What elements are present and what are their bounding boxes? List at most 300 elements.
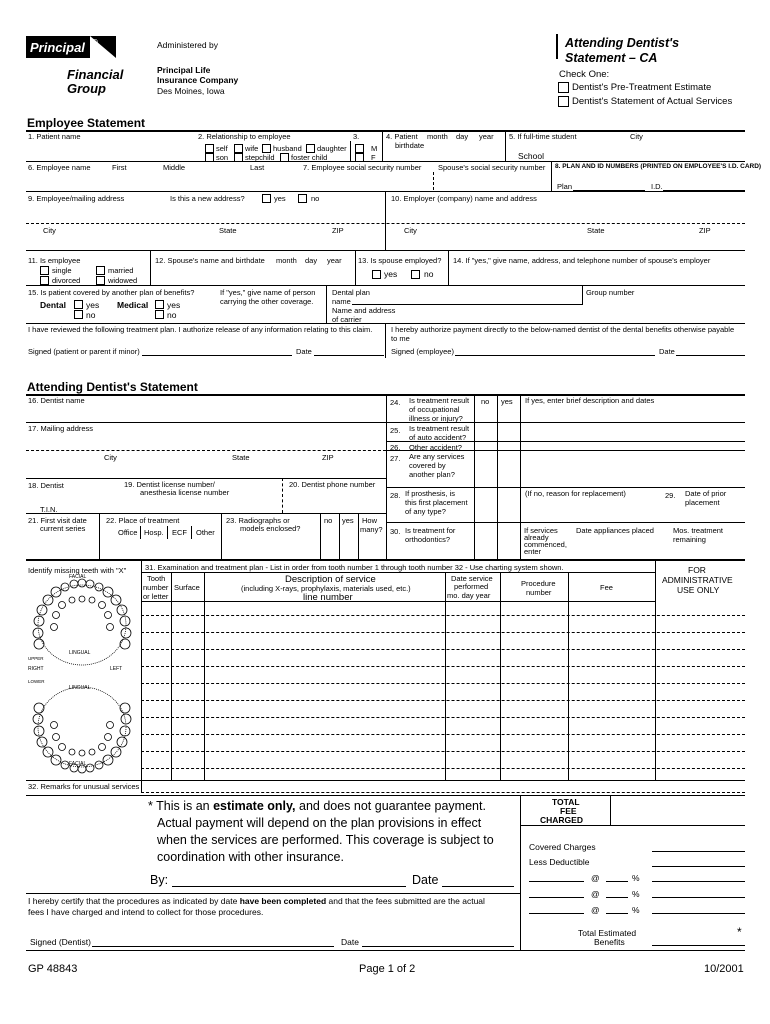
divider	[26, 422, 386, 423]
rel-self-checkbox[interactable]	[205, 144, 214, 153]
patient-name-label: 1. Patient name	[28, 132, 81, 141]
how-many-label: How	[362, 516, 378, 525]
actual-services-label: Dentist's Statement of Actual Services	[572, 96, 733, 107]
divider	[26, 223, 745, 224]
dentist-zip-label: ZIP	[322, 453, 334, 462]
divider	[141, 559, 142, 792]
first-label: First	[112, 163, 127, 172]
month-label: month	[427, 132, 448, 141]
radiographs-yes: yes	[342, 516, 354, 525]
new-address-no-checkbox[interactable]	[298, 194, 307, 203]
divider	[448, 250, 449, 285]
divider	[500, 572, 501, 780]
rel-wife-label: wife	[245, 144, 259, 153]
covered-charges-label: Covered Charges	[529, 842, 596, 852]
if-yes-label-2: carrying the other coverage.	[220, 297, 314, 306]
single-label: single	[52, 266, 72, 275]
actual-services-checkbox[interactable]	[558, 96, 569, 107]
amount-line-3[interactable]	[652, 913, 745, 914]
commenced-label-4: enter	[524, 547, 542, 556]
yes-label: yes	[274, 194, 286, 203]
lingual-label-bottom: LINGUAL	[69, 685, 91, 691]
at-label-2: @	[591, 889, 600, 899]
no-label: no	[86, 310, 96, 320]
dentist-state-label: State	[232, 453, 250, 462]
pre-treatment-label: Dentist's Pre-Treatment Estimate	[572, 82, 712, 93]
rel-foster-label: foster child	[291, 153, 328, 162]
divider	[505, 130, 506, 161]
divider	[497, 394, 498, 559]
yes-label: yes	[167, 300, 181, 310]
divider	[655, 559, 656, 780]
pct-line-3[interactable]	[606, 913, 628, 914]
admin-city: Des Moines, Iowa	[157, 86, 225, 96]
dentist-city-label: City	[104, 453, 117, 462]
treatment-plan-label: 31. Examination and treatment plan - List in order from tooth number 1 through tooth number 32 - Use charting system shown.	[145, 563, 564, 572]
divider	[26, 513, 386, 514]
new-address-label: Is this a new address?	[170, 194, 245, 203]
rel-husband-checkbox[interactable]	[262, 144, 271, 153]
left-label: LEFT	[110, 666, 123, 672]
certify-line-1	[28, 897, 485, 906]
middle-label: Middle	[163, 163, 186, 172]
dental-plan-label-2: name	[332, 297, 351, 306]
carrier-label: Name and address	[332, 306, 396, 315]
procedure-header: Procedure	[521, 579, 556, 588]
rel-son-label: son	[216, 153, 229, 162]
mailing-address-label: 17. Mailing address	[28, 424, 94, 433]
divider	[551, 161, 552, 191]
rel-daughter-label: daughter	[317, 144, 347, 153]
table-row[interactable]	[141, 666, 745, 667]
no-label: no	[167, 310, 177, 320]
divider	[520, 825, 745, 826]
tooth-header-3: or letter	[143, 592, 169, 601]
spouse-employed-yes-checkbox[interactable]	[372, 270, 381, 279]
payment-authorization: I hereby authorize payment directly to the below-named dentist of the dental benefits otherwise payable	[391, 325, 735, 334]
table-row[interactable]	[141, 768, 745, 769]
divider	[26, 559, 745, 561]
divider	[221, 513, 222, 559]
divider	[26, 250, 745, 251]
divider	[26, 893, 520, 894]
table-row[interactable]	[141, 649, 745, 650]
employer-zip-label: ZIP	[699, 226, 711, 235]
license-label-2: anesthesia license number	[140, 488, 230, 497]
by-signature-line[interactable]	[172, 886, 406, 887]
first-visit-label-2: current series	[40, 524, 86, 533]
less-deductible-line[interactable]	[652, 866, 745, 867]
less-deductible-label: Less Deductible	[529, 857, 590, 867]
logo-group: Group	[67, 81, 106, 96]
q25-label-2: of auto accident?	[409, 433, 467, 442]
divider	[385, 323, 386, 358]
divider	[352, 304, 582, 305]
mailing-address-label: 9. Employee/mailing address	[28, 194, 125, 203]
divider	[445, 572, 446, 780]
asterisk: *	[737, 925, 742, 939]
total-estimated-line[interactable]	[652, 945, 745, 946]
employee-signature-line[interactable]	[455, 355, 655, 356]
student-label: 5. If full-time student	[509, 132, 577, 141]
logo-principal: Principal	[30, 40, 85, 55]
employer-state-label: State	[587, 226, 605, 235]
other-label: Other	[196, 528, 215, 537]
divider	[474, 394, 475, 559]
description-header-2: (including X-rays, prophylaxis, materials used, etc.)	[241, 584, 411, 593]
other-coverage-label: 15. Is patient covered by another plan of benefits?	[28, 288, 195, 297]
logo-reg: ®	[92, 38, 98, 47]
estimate-line-2: Actual payment will depend on the plan provisions in effect	[157, 816, 482, 830]
divorced-checkbox[interactable]	[40, 276, 49, 285]
patient-date-line[interactable]	[314, 355, 384, 356]
medical-yes-checkbox[interactable]	[155, 300, 164, 309]
table-row[interactable]	[141, 751, 745, 752]
brief-description-label: If yes, enter brief description and dates	[525, 396, 655, 405]
q28-num: 28.	[390, 491, 401, 500]
estimate-line-3: when the services are performed. This coverage is subject to	[157, 833, 494, 847]
divider	[358, 513, 359, 559]
q25-label: Is treatment result	[409, 424, 470, 433]
dental-plan-label: Dental plan	[332, 288, 370, 297]
admin-use-header: FOR	[688, 565, 706, 575]
spouse-employed-label: 13. Is spouse employed?	[358, 256, 442, 265]
divider	[204, 572, 205, 780]
divider	[382, 130, 383, 161]
rel-husband-label: husband	[273, 144, 302, 153]
q26-label: Other accident?	[409, 443, 462, 452]
spouse-day-label: day	[305, 256, 318, 265]
payment-authorization-2: to me	[391, 334, 410, 343]
if-yes-label: If "yes," give name of person	[220, 288, 316, 297]
city-label: City	[43, 226, 56, 235]
carrier-label-2: of carrier	[332, 315, 362, 324]
months-remaining-label-2: remaining	[673, 535, 706, 544]
rate-line-2[interactable]	[529, 897, 584, 898]
pct-line-1[interactable]	[606, 881, 628, 882]
total-estimated-label: Total Estimated	[578, 928, 637, 938]
table-row[interactable]	[141, 615, 745, 616]
dental-no-checkbox[interactable]	[74, 310, 83, 319]
total-fee-label-3: CHARGED	[540, 815, 583, 825]
divider	[26, 795, 745, 796]
sex-m-label: M	[371, 144, 378, 153]
admin-name1: Principal Life	[157, 65, 211, 75]
pct-label-3: %	[632, 905, 640, 915]
tooth-chart-title: Identify missing teeth with "X"	[28, 566, 127, 575]
divider	[320, 513, 321, 559]
q30-num: 30.	[390, 527, 401, 536]
estimate-date-label: Date	[412, 873, 439, 887]
divider	[386, 522, 745, 523]
divider	[26, 478, 386, 479]
tin-label: T.I.N.	[40, 505, 58, 514]
divider	[171, 572, 172, 780]
q27-label: Are any services	[409, 452, 465, 461]
rel-stepchild-label: stepchild	[245, 153, 275, 162]
divider	[386, 422, 520, 423]
amount-line-2[interactable]	[652, 897, 745, 898]
group-number-label: Group number	[586, 288, 635, 297]
zip-label: ZIP	[332, 226, 344, 235]
divider	[582, 285, 583, 305]
administered-by: Administered by	[157, 40, 218, 50]
tooth-header: Tooth	[147, 574, 166, 583]
yes-label: yes	[384, 269, 398, 279]
birthdate-label-2: birthdate	[395, 141, 425, 150]
first-visit-label: 21. First visit date	[28, 516, 87, 525]
radiographs-no: no	[324, 516, 333, 525]
divider	[386, 441, 520, 442]
surface-header: Surface	[174, 583, 200, 592]
logo-financial: Financial	[67, 67, 124, 82]
q24-num: 24.	[390, 398, 401, 407]
table-row[interactable]	[141, 632, 745, 633]
divorced-label: divorced	[52, 276, 81, 285]
rate-line-1[interactable]	[529, 881, 584, 882]
rel-wife-checkbox[interactable]	[234, 144, 243, 153]
divider	[350, 141, 351, 162]
divider	[610, 795, 611, 825]
date-service-header-2: performed	[454, 582, 489, 591]
dental-yes-checkbox[interactable]	[74, 300, 83, 309]
plan-id-label: 8. PLAN AND ID NUMBERS (PRINTED ON EMPLOYEE'S I.D. CARD)	[555, 163, 762, 170]
signed-patient-label: Signed (patient or parent if minor)	[28, 347, 140, 356]
description-header: Description of service	[285, 574, 376, 585]
married-label: married	[108, 266, 134, 275]
form-title-1: Attending Dentist's	[565, 36, 680, 50]
hosp-label: Hosp.	[144, 528, 164, 537]
divider	[26, 950, 745, 951]
relationship-label: 2. Relationship to employee	[198, 132, 291, 141]
pct-label-1: %	[632, 873, 640, 883]
estimate-date-line[interactable]	[442, 886, 514, 887]
rate-line-3[interactable]	[529, 913, 584, 914]
divider	[140, 526, 141, 539]
divider	[386, 450, 520, 451]
amount-line-1[interactable]	[652, 881, 745, 882]
prior-placement-label: Date of prior	[685, 489, 727, 498]
total-estimated-label-2: Benefits	[594, 937, 625, 947]
spouse-year-label: year	[327, 256, 342, 265]
no-label: no	[311, 194, 320, 203]
tooth-header-2: number	[143, 583, 169, 592]
admin-use-header-2: ADMINISTRATIVE	[662, 575, 733, 585]
new-address-yes-checkbox[interactable]	[262, 194, 271, 203]
certify-text-c: and that the fees submitted are the actual	[326, 896, 485, 906]
q25-num: 25.	[390, 426, 401, 435]
commenced-label: If services	[524, 526, 558, 535]
employer-city-label: City	[404, 226, 417, 235]
divider	[520, 450, 745, 451]
how-many-label-2: many?	[360, 525, 383, 534]
employee-name-label: 6. Employee name	[28, 163, 91, 172]
day-label: day	[456, 132, 469, 141]
divider	[568, 572, 569, 780]
divider	[326, 285, 327, 323]
admin-name2: Insurance Company	[157, 75, 239, 85]
certify-text-a: I hereby certify that the procedures as indicated by date	[28, 896, 240, 906]
q24-label-3: illness or injury?	[409, 414, 463, 423]
divider	[355, 250, 356, 285]
dentist-signature-line[interactable]	[92, 946, 334, 947]
school-label: School	[518, 151, 544, 161]
ssn-label: 7. Employee social security number	[303, 163, 422, 172]
certify-text-b: have been completed	[239, 896, 327, 906]
q29-num: 29.	[665, 491, 676, 500]
q28-label-3: of any type?	[405, 507, 446, 516]
divider	[385, 191, 386, 250]
signed-dentist-label: Signed (Dentist)	[30, 937, 91, 947]
single-checkbox[interactable]	[40, 266, 49, 275]
divider	[520, 422, 745, 423]
check-one: Check One:	[559, 69, 610, 80]
widowed-label: widowed	[108, 276, 138, 285]
divider	[386, 394, 387, 559]
divider	[26, 780, 745, 781]
table-row[interactable]	[141, 717, 745, 718]
married-checkbox[interactable]	[96, 266, 105, 275]
months-remaining-label: Mos. treatment	[673, 526, 724, 535]
right-label: RIGHT	[28, 666, 44, 672]
col-yes-label: yes	[501, 397, 513, 406]
form-title-2: Statement – CA	[565, 51, 658, 65]
year-label: year	[479, 132, 494, 141]
release-authorization: I have reviewed the following treatment plan. I authorize release of any information relating to this claim.	[28, 325, 373, 334]
procedure-header-2: number	[526, 588, 552, 597]
divider	[99, 513, 100, 559]
student-city-label: City	[630, 132, 643, 141]
q28-label: If prosthesis, is	[405, 489, 456, 498]
spouse-employed-no-checkbox[interactable]	[411, 270, 420, 279]
q27-label-3: another plan?	[409, 470, 455, 479]
estimate-line-1	[148, 800, 486, 813]
estimate-text-a: * This is an	[148, 799, 214, 813]
description-header-3: line number	[303, 592, 353, 603]
remarks-label: 32. Remarks for unusual services	[28, 782, 140, 791]
by-label: By:	[150, 873, 169, 887]
sex-f-label: F	[371, 153, 376, 162]
divider	[141, 572, 655, 573]
divider	[520, 795, 521, 950]
q24-label: Is treatment result	[409, 396, 470, 405]
spouse-employer-label: 14. If "yes," give name, address, and telephone number of spouse's employer	[453, 256, 711, 265]
radiographs-label: 23. Radiographs or	[226, 516, 290, 525]
id-label: I.D.	[651, 182, 663, 191]
appliances-placed-label: Date appliances placed	[576, 526, 654, 535]
form-date: 10/2001	[704, 963, 744, 975]
marital-label: 11. Is employee	[28, 256, 81, 265]
table-row[interactable]	[141, 734, 745, 735]
ecf-label: ECF	[172, 528, 187, 537]
rel-self-label: self	[216, 144, 228, 153]
employee-statement-heading: Employee Statement	[27, 116, 146, 130]
divider	[433, 172, 434, 190]
pct-label-2: %	[632, 889, 640, 899]
pct-line-2[interactable]	[606, 897, 628, 898]
phone-label: 20. Dentist phone number	[289, 480, 376, 489]
spouse-name-label: 12. Spouse's name and birthdate	[155, 256, 265, 265]
at-label-3: @	[591, 905, 600, 915]
date-service-header-3: mo. day year	[447, 591, 491, 600]
covered-charges-line[interactable]	[652, 851, 745, 852]
dentist-label: 18. Dentist	[28, 481, 64, 490]
license-label: 19. Dentist license number/	[124, 480, 215, 489]
divider	[520, 441, 745, 442]
estimate-text-c: and does not guarantee payment.	[295, 799, 486, 813]
certify-line-2: fees I have charged and intend to collect for those procedures.	[28, 907, 264, 917]
total-fee-label: TOTAL	[552, 797, 580, 807]
dentist-statement-heading: Attending Dentist's Statement	[27, 380, 198, 394]
estimate-text-b: estimate only,	[213, 799, 296, 813]
last-label: Last	[250, 163, 265, 172]
dentist-date-line[interactable]	[362, 946, 514, 947]
at-label-1: @	[591, 873, 600, 883]
pre-treatment-checkbox[interactable]	[558, 82, 569, 93]
place-label: 22. Place of treatment	[106, 516, 180, 525]
signed-employee-label: Signed (employee)	[391, 347, 454, 356]
employee-date-line[interactable]	[676, 355, 745, 356]
radiographs-label-2: models enclosed?	[240, 524, 301, 533]
state-label: State	[219, 226, 237, 235]
q27-label-2: covered by	[409, 461, 446, 470]
fee-header: Fee	[600, 583, 613, 592]
lingual-label-top: LINGUAL	[69, 650, 91, 656]
sex-m-checkbox[interactable]	[355, 144, 364, 153]
date-service-header: Date service	[451, 574, 493, 583]
spouse-month-label: month	[276, 256, 297, 265]
patient-signature-line[interactable]	[142, 355, 292, 356]
q28-label-2: this first placement	[405, 498, 468, 507]
form-number: GP 48843	[28, 963, 78, 975]
dentist-name-label: 16. Dentist name	[28, 396, 85, 405]
divider	[150, 250, 151, 285]
divider	[191, 526, 192, 539]
dental-label: Dental	[40, 300, 66, 310]
medical-no-checkbox[interactable]	[155, 310, 164, 319]
q24-label-2: of occupational	[409, 405, 460, 414]
facial-label-bottom: FACIAL	[69, 761, 87, 767]
rel-daughter-checkbox[interactable]	[306, 144, 315, 153]
commenced-label-3: commenced,	[524, 540, 567, 549]
table-row[interactable]	[141, 700, 745, 701]
divider	[167, 526, 168, 539]
dentist-date-label: Date	[341, 937, 359, 947]
divider	[26, 450, 386, 451]
divider	[26, 285, 745, 286]
spouse-ssn-label: Spouse's social security number	[438, 163, 546, 172]
date-label: Date	[659, 347, 675, 356]
facial-label-top: FACIAL	[69, 574, 87, 580]
col-no-label: no	[481, 397, 490, 406]
orthodontics-label-2: orthodontics?	[405, 535, 451, 544]
divider	[339, 513, 340, 559]
replacement-reason-label: (If no, reason for replacement)	[525, 489, 626, 498]
no-label: no	[424, 269, 434, 279]
prior-placement-label-2: placement	[685, 498, 720, 507]
office-label: Office	[118, 528, 138, 537]
table-row[interactable]	[141, 683, 745, 684]
birthdate-label: 4. Patient	[386, 132, 418, 141]
page-number: Page 1 of 2	[359, 963, 416, 975]
tooth-chart[interactable]	[22, 575, 142, 777]
upper-label: UPPER	[28, 656, 44, 661]
employer-label: 10. Employer (company) name and address	[391, 194, 537, 203]
divider	[141, 792, 745, 793]
widowed-checkbox[interactable]	[96, 276, 105, 285]
sex-label: 3.	[353, 132, 360, 141]
q27-num: 27.	[390, 454, 401, 463]
